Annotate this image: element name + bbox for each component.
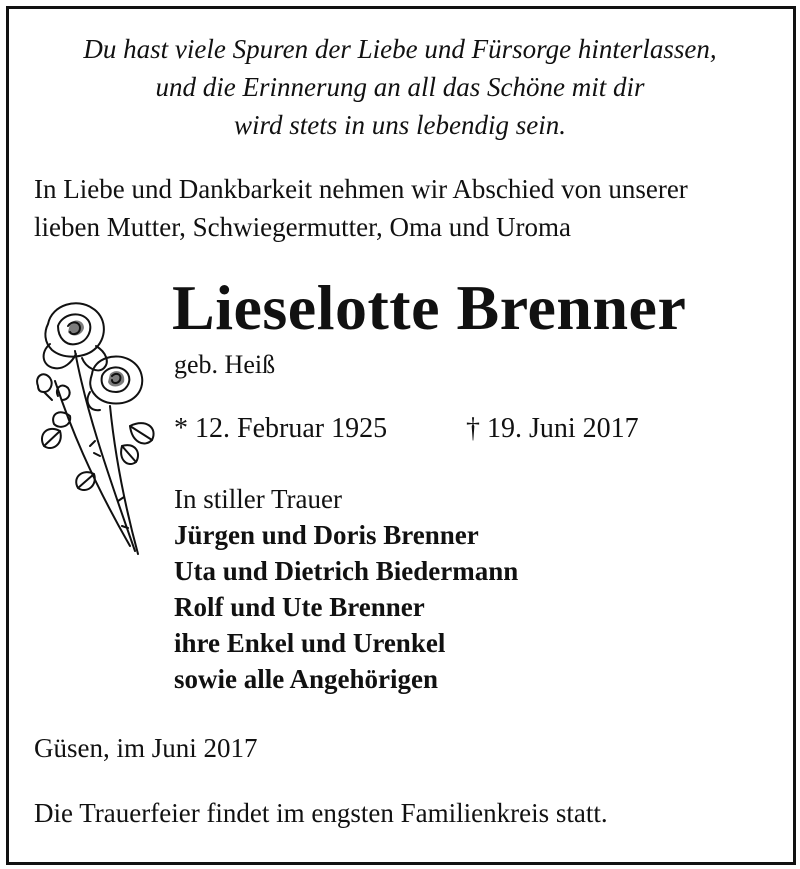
roses-icon bbox=[30, 296, 165, 566]
place-and-date: Güsen, im Juni 2017 bbox=[34, 733, 258, 763]
mourners-block bbox=[174, 481, 518, 697]
deceased-name: Lieselotte Brenner bbox=[172, 272, 687, 343]
memorial-quote bbox=[0, 30, 800, 144]
mourner-name: Rolf und Ute Brenner bbox=[174, 592, 425, 622]
funeral-note: Die Trauerfeier findet im engsten Familienkreis statt. bbox=[34, 798, 608, 828]
quote-line-1: Du hast viele Spuren der Liebe und Fürsorge hinterlassen, bbox=[83, 34, 717, 64]
mourner-name: Uta und Dietrich Biedermann bbox=[174, 556, 519, 586]
intro-line-2: lieben Mutter, Schwiegermutter, Oma und Uroma bbox=[34, 212, 571, 242]
quote-line-3: wird stets in uns lebendig sein. bbox=[234, 110, 566, 140]
maiden-name: geb. Heiß bbox=[174, 350, 276, 379]
death-date: † 19. Juni 2017 bbox=[466, 413, 639, 444]
mourner-name: ihre Enkel und Urenkel bbox=[174, 628, 446, 658]
farewell-intro bbox=[34, 170, 688, 246]
mourners-intro: In stiller Trauer bbox=[174, 484, 342, 514]
quote-line-2: und die Erinnerung an all das Schöne mit dir bbox=[155, 72, 645, 102]
mourner-name: sowie alle Angehörigen bbox=[174, 664, 438, 694]
mourner-name: Jürgen und Doris Brenner bbox=[174, 520, 479, 550]
intro-line-1: In Liebe und Dankbarkeit nehmen wir Abschied von unserer bbox=[34, 174, 688, 204]
birth-date: * 12. Februar 1925 bbox=[174, 413, 388, 444]
